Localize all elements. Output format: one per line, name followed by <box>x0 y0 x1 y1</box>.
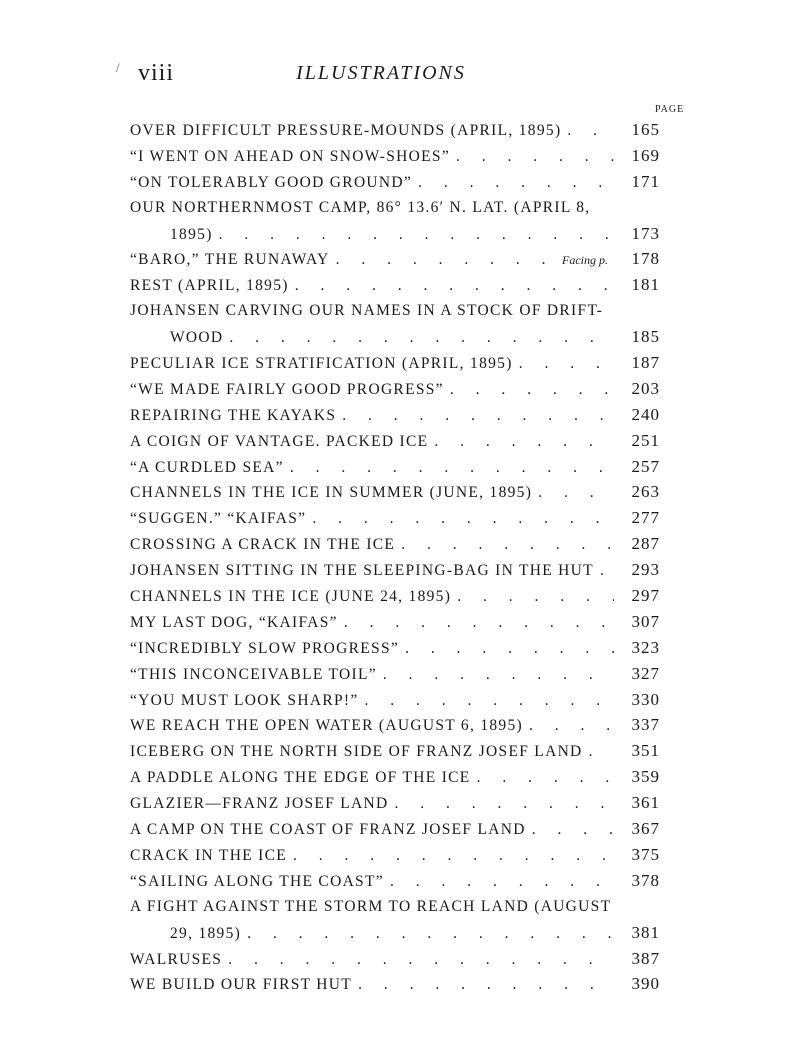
page-reference: 165 <box>631 120 660 139</box>
page-reference: 277 <box>631 508 660 528</box>
page-reference: 240 <box>631 404 660 424</box>
page-reference: 351 <box>631 741 660 761</box>
list-item <box>130 454 660 480</box>
list-item <box>130 635 660 661</box>
illustration-title: “WE MADE FAIRLY GOOD PROGRESS” <box>130 380 444 398</box>
dot-leader <box>519 351 614 377</box>
dot-leader <box>336 247 558 273</box>
dot-leader <box>290 455 614 481</box>
illustration-title: CHANNELS IN THE ICE IN SUMMER (JUNE, 1895) <box>130 484 533 502</box>
page-number: viii <box>138 60 175 86</box>
illustration-title: A PADDLE ALONG THE EDGE OF THE ICE <box>130 769 471 787</box>
illustration-title: CROSSING A CRACK IN THE ICE <box>130 536 396 554</box>
list-item <box>130 816 660 842</box>
illustration-title: OVER DIFFICULT PRESSURE-MOUNDS (APRIL, 1895) <box>130 122 562 139</box>
dot-leader <box>395 791 614 817</box>
illustration-title: “SUGGEN.” “KAIFAS” <box>130 510 307 528</box>
dot-leader <box>456 144 614 170</box>
dot-leader <box>358 972 614 998</box>
illustration-title: “I WENT ON AHEAD ON SNOW-SHOES” <box>130 147 450 165</box>
page-reference: 178 <box>631 249 660 269</box>
page-column-heading: PAGE <box>655 104 685 115</box>
list-item <box>130 687 660 713</box>
list-item <box>130 583 660 609</box>
dot-leader <box>450 377 614 403</box>
page-reference: 375 <box>631 844 660 864</box>
illustration-title: MY LAST DOG, “KAIFAS” <box>130 613 338 631</box>
list-item <box>130 971 660 997</box>
illustrations-list <box>130 117 660 997</box>
list-item <box>130 298 660 324</box>
page-reference: 257 <box>631 456 660 476</box>
page-reference: 203 <box>631 378 660 398</box>
page-reference: 327 <box>631 663 660 683</box>
illustration-title: WE REACH THE OPEN WATER (AUGUST 6, 1895) <box>130 717 523 735</box>
page-reference: 330 <box>631 689 660 709</box>
dot-leader <box>418 170 614 196</box>
illustration-title: A FIGHT AGAINST THE STORM TO REACH LAND (AUGUST <box>130 897 612 915</box>
facing-page-note: Facing p. <box>562 253 608 268</box>
page-reference: 169 <box>631 145 660 165</box>
illustration-title: 1895) <box>170 225 213 243</box>
illustration-title: “A CURDLED SEA” <box>130 458 284 476</box>
list-item <box>130 894 660 920</box>
illustration-title: “YOU MUST LOOK SHARP!” <box>130 691 359 709</box>
page-reference: 390 <box>631 974 660 994</box>
dot-leader <box>477 765 614 791</box>
page-reference: 293 <box>631 560 660 580</box>
dot-leader <box>401 532 614 558</box>
illustration-title: “THIS INCONCEIVABLE TOIL” <box>130 665 377 683</box>
list-item <box>130 143 660 169</box>
dot-leader <box>405 636 614 662</box>
page-reference: 171 <box>631 171 660 191</box>
dot-leader <box>383 662 614 688</box>
illustration-title: A CAMP ON THE COAST OF FRANZ JOSEF LAND <box>130 821 526 839</box>
dot-leader <box>457 584 614 610</box>
dot-leader <box>600 558 614 584</box>
list-item <box>130 557 660 583</box>
list-item <box>130 531 660 557</box>
page-reference: 359 <box>631 767 660 787</box>
dot-leader <box>434 429 614 455</box>
list-item <box>130 169 660 195</box>
page-reference: 337 <box>631 715 660 735</box>
page-reference: 307 <box>631 611 660 631</box>
illustration-title: WOOD <box>170 329 224 347</box>
list-item <box>130 479 660 505</box>
illustration-title: JOHANSEN SITTING IN THE SLEEPING-BAG IN THE HUT <box>130 562 594 580</box>
list-item <box>130 272 660 298</box>
list-item <box>130 946 660 972</box>
page-reference: 297 <box>631 586 660 606</box>
illustration-title: PECULIAR ICE STRATIFICATION (APRIL, 1895) <box>130 355 513 373</box>
dot-leader <box>538 480 614 506</box>
list-item <box>130 661 660 687</box>
list-item <box>130 609 660 635</box>
page-reference: 263 <box>631 482 660 502</box>
dot-leader <box>567 118 614 144</box>
page-header <box>116 60 646 90</box>
illustration-title: REPAIRING THE KAYAKS <box>130 406 337 424</box>
list-item <box>130 324 660 350</box>
dot-leader <box>312 506 614 532</box>
dot-leader <box>344 610 614 636</box>
list-item <box>130 402 660 428</box>
page-reference: 185 <box>631 327 660 347</box>
list-item <box>130 920 660 946</box>
illustration-title: “SAILING ALONG THE COAST” <box>130 872 384 890</box>
dot-leader <box>342 403 614 429</box>
dot-leader <box>247 921 614 947</box>
page-reference: 381 <box>631 922 660 942</box>
page-reference: 378 <box>631 870 660 890</box>
illustration-title: CHANNELS IN THE ICE (JUNE 24, 1895) <box>130 588 452 606</box>
dot-leader <box>228 947 614 973</box>
illustration-title: OUR NORTHERNMOST CAMP, 86° 13.6′ N. LAT. (APRIL 8, <box>130 198 591 216</box>
list-item <box>130 738 660 764</box>
illustration-title: JOHANSEN CARVING OUR NAMES IN A STOCK OF DRIFT- <box>130 302 604 320</box>
list-item <box>130 712 660 738</box>
list-item <box>130 842 660 868</box>
illustration-title: A COIGN OF VANTAGE. PACKED ICE <box>130 432 429 450</box>
illustration-title: “ON TOLERABLY GOOD GROUND” <box>130 173 413 191</box>
list-item <box>130 246 660 272</box>
list-item <box>130 764 660 790</box>
list-item <box>130 195 660 221</box>
page-reference: 251 <box>631 430 660 450</box>
page-reference: 361 <box>631 793 660 813</box>
list-item <box>130 790 660 816</box>
list-item <box>130 350 660 376</box>
running-title: ILLUSTRATIONS <box>296 62 466 84</box>
illustration-title: “INCREDIBLY SLOW PROGRESS” <box>130 639 400 657</box>
page-reference: 187 <box>631 353 660 373</box>
illustration-title: WALRUSES <box>130 950 223 968</box>
illustration-title: REST (APRIL, 1895) <box>130 277 289 295</box>
dot-leader <box>293 843 614 869</box>
illustration-title: CRACK IN THE ICE <box>130 846 287 864</box>
dot-leader <box>365 688 614 714</box>
illustration-title: ICEBERG ON THE NORTH SIDE OF FRANZ JOSEF LAND <box>130 743 583 761</box>
dot-leader <box>532 817 614 843</box>
list-item <box>130 428 660 454</box>
page-reference: 181 <box>631 275 660 295</box>
page-reference: 323 <box>631 637 660 657</box>
page-reference: 173 <box>631 223 660 243</box>
page-reference: 287 <box>631 534 660 554</box>
dot-leader <box>529 713 614 739</box>
list-item <box>130 117 660 143</box>
dot-leader <box>390 869 614 895</box>
dot-leader <box>219 222 614 248</box>
dot-leader <box>295 273 614 299</box>
list-item <box>130 505 660 531</box>
stray-mark: / <box>116 60 120 75</box>
illustration-title: “BARO,” THE RUNAWAY <box>130 251 330 269</box>
illustration-title: 29, 1895) <box>170 924 242 942</box>
page-reference: 387 <box>631 948 660 968</box>
list-item <box>130 868 660 894</box>
list-item <box>130 376 660 402</box>
dot-leader <box>589 739 614 765</box>
dot-leader <box>229 325 614 351</box>
illustration-title: GLAZIER—FRANZ JOSEF LAND <box>130 795 389 813</box>
list-item <box>130 221 660 247</box>
illustration-title: WE BUILD OUR FIRST HUT <box>130 976 353 994</box>
page-reference: 367 <box>631 819 660 839</box>
